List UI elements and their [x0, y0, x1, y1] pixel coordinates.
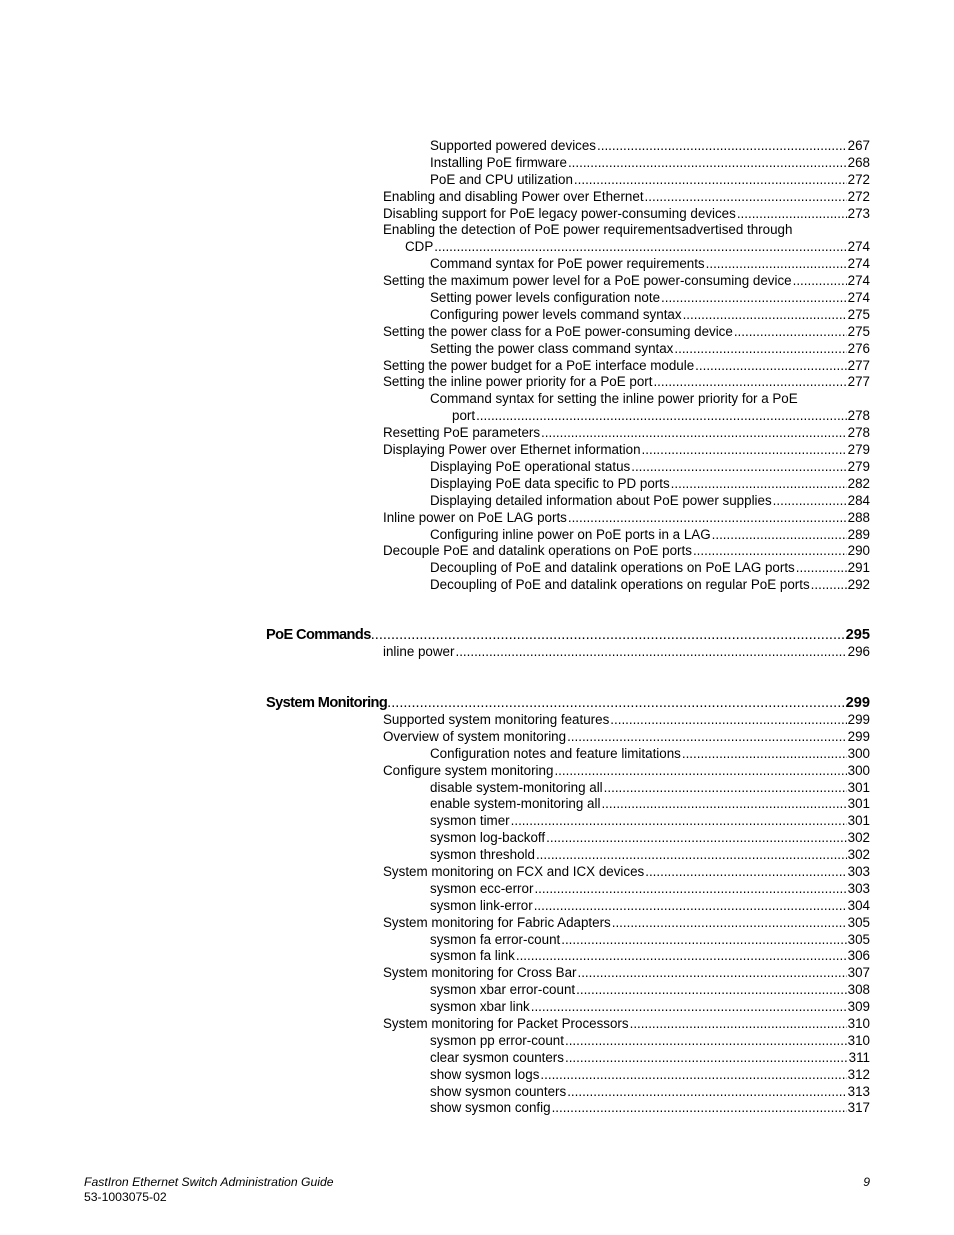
toc-entry-page: 272: [847, 188, 870, 204]
dot-leader: [387, 694, 845, 712]
dot-leader: [568, 510, 847, 527]
toc-entry-label: sysmon timer: [430, 813, 510, 829]
toc-entry[interactable]: [430, 155, 870, 172]
toc-entry-label: System monitoring for Cross Bar: [383, 965, 577, 981]
toc-entry-label: clear sysmon counters: [430, 1049, 564, 1065]
dot-leader: [645, 189, 847, 206]
dot-leader: [674, 341, 846, 358]
toc-entry[interactable]: [383, 442, 870, 459]
toc-entry[interactable]: [430, 982, 870, 999]
toc-entry[interactable]: [430, 796, 870, 813]
dot-leader: [565, 1050, 848, 1067]
toc-entry-page: 311: [848, 1049, 870, 1065]
toc-entry-label: Setting the power class command syntax: [430, 340, 674, 356]
dot-leader: [796, 560, 847, 577]
toc-entry-page: 309: [847, 999, 870, 1015]
footer-title: FastIron Ethernet Switch Administration Guide: [84, 1175, 334, 1189]
toc-entry-label: Resetting PoE parameters: [383, 425, 541, 441]
dot-leader: [511, 813, 847, 830]
toc-entry[interactable]: [430, 476, 870, 493]
toc-entry[interactable]: [430, 527, 870, 544]
toc-entry[interactable]: [430, 493, 870, 510]
toc-entry[interactable]: [430, 459, 870, 476]
toc-entry-label: sysmon xbar link: [430, 999, 530, 1015]
toc-entry-page: 278: [847, 425, 870, 441]
toc-entry[interactable]: [383, 510, 870, 527]
toc-entry-label: Enabling and disabling Power over Ethernet: [383, 188, 644, 204]
toc-entry[interactable]: [430, 307, 870, 324]
dot-leader: [516, 948, 847, 965]
chapter-page: 299: [845, 694, 870, 711]
toc-entry-page: 299: [847, 711, 870, 727]
toc-entry[interactable]: [383, 1016, 870, 1033]
toc-entry-page: 277: [847, 357, 870, 373]
toc-entry-label: sysmon link-error: [430, 897, 533, 913]
toc-entry-page: 268: [847, 154, 870, 170]
toc-entry-label: sysmon log-backoff: [430, 830, 546, 846]
toc-entry-page: 275: [847, 323, 870, 339]
toc-entry[interactable]: [430, 1050, 870, 1067]
toc-entry-page: 301: [847, 779, 870, 795]
toc-entry[interactable]: [383, 864, 870, 881]
toc-entry-label: Displaying PoE operational status: [430, 458, 631, 474]
toc-entry-label: show sysmon config: [430, 1100, 551, 1116]
toc-entry-page: 308: [847, 982, 870, 998]
toc-entry-page: 274: [847, 239, 870, 255]
toc-entry-label: Decoupling of PoE and datalink operations on PoE LAG ports: [430, 560, 795, 576]
dot-leader: [671, 476, 847, 493]
toc-entry-label: System monitoring for Fabric Adapters: [383, 914, 611, 930]
toc-entry[interactable]: [430, 948, 870, 965]
toc-entry-page: 290: [847, 543, 870, 559]
toc-entry[interactable]: [430, 999, 870, 1016]
toc-entry[interactable]: [430, 830, 870, 847]
dot-leader: [737, 206, 847, 223]
dot-leader: [597, 138, 847, 155]
dot-leader: [610, 712, 846, 729]
toc-entry-wrapped[interactable]: [383, 222, 870, 256]
toc-entry-label: Supported powered devices: [430, 137, 597, 153]
toc-entry-page: 276: [847, 340, 870, 356]
toc-entry-label: Command syntax for setting the inline power priority for a PoE: [430, 391, 798, 407]
dot-leader: [653, 374, 846, 391]
dot-leader: [601, 796, 846, 813]
toc-entry-label: Inline power on PoE LAG ports: [383, 509, 567, 525]
toc-entry-page: 274: [847, 273, 870, 289]
toc-entry-page: 305: [847, 914, 870, 930]
dot-leader: [536, 847, 847, 864]
toc-entry[interactable]: [430, 256, 870, 273]
toc-entry-page: 267: [847, 137, 870, 153]
toc-entry-label: Installing PoE firmware: [430, 154, 567, 170]
dot-leader: [434, 239, 846, 256]
toc-entry-page: 284: [847, 492, 870, 508]
toc-entry[interactable]: [430, 172, 870, 189]
dot-leader: [630, 1016, 847, 1033]
toc-entry-page: 310: [847, 1032, 870, 1048]
toc-entry[interactable]: [383, 644, 870, 661]
toc-entry-page: 278: [847, 408, 870, 424]
page-footer: [84, 1175, 870, 1205]
dot-leader: [455, 644, 846, 661]
toc-entry[interactable]: [430, 813, 870, 830]
dot-leader: [682, 746, 847, 763]
toc-entry-label: show sysmon logs: [430, 1066, 540, 1082]
toc-entry-page: 300: [847, 762, 870, 778]
toc-entry-label: inline power: [383, 644, 455, 660]
toc-entry-wrapped[interactable]: [430, 391, 870, 425]
chapter-heading-system-monitoring[interactable]: [266, 694, 870, 712]
toc-entry-label: System monitoring for Packet Processors: [383, 1015, 629, 1031]
toc-entry-page: 296: [847, 644, 870, 660]
chapter-heading-poe-commands[interactable]: [266, 626, 870, 644]
toc-entry[interactable]: [383, 206, 870, 223]
toc-entry[interactable]: [430, 746, 870, 763]
toc-entry-label: Setting the power class for a PoE power-consuming device: [383, 323, 733, 339]
toc-entry-label: Disabling support for PoE legacy power-consuming devices: [383, 205, 736, 221]
dot-leader: [568, 155, 847, 172]
toc-entry-page: 291: [847, 560, 870, 576]
toc-entry-page: 317: [847, 1100, 870, 1116]
toc-entry[interactable]: [430, 898, 870, 915]
toc-entry-page: 312: [847, 1066, 870, 1082]
toc-entry-label: sysmon xbar error-count: [430, 982, 576, 998]
toc-entry-label: Overview of system monitoring: [383, 728, 567, 744]
dot-leader: [567, 1084, 846, 1101]
dot-leader: [645, 864, 846, 881]
toc-entry[interactable]: [430, 1067, 870, 1084]
toc-entry-label: Setting the inline power priority for a PoE port: [383, 374, 653, 390]
dot-leader: [565, 1033, 847, 1050]
dot-leader: [574, 172, 847, 189]
toc-entry-label: enable system-monitoring all: [430, 796, 601, 812]
dot-leader: [552, 1100, 847, 1117]
dot-leader: [773, 493, 847, 510]
toc-entry-page: 305: [847, 931, 870, 947]
dot-leader: [604, 780, 847, 797]
toc-entry-page: 310: [847, 1015, 870, 1031]
toc-entry-page: 288: [847, 509, 870, 525]
toc-entry-label: Setting power levels configuration note: [430, 290, 661, 306]
toc-entry-page: 273: [847, 205, 870, 221]
toc-entry-label: Configure system monitoring: [383, 762, 554, 778]
toc-entry-page: 303: [847, 863, 870, 879]
toc-entry-label: sysmon pp error-count: [430, 1032, 564, 1048]
toc-entry-page: 275: [847, 306, 870, 322]
toc-entry-page: 301: [847, 813, 870, 829]
dot-leader: [631, 459, 846, 476]
toc-entry[interactable]: [430, 881, 870, 898]
dot-leader: [576, 982, 847, 999]
toc-entry[interactable]: [383, 273, 870, 290]
toc-entry[interactable]: [430, 1100, 870, 1117]
toc-entry-page: 299: [847, 728, 870, 744]
chapter-title: System Monitoring: [266, 694, 388, 711]
toc-entry[interactable]: [383, 324, 870, 341]
toc-entry-label: Configuring power levels command syntax: [430, 306, 682, 322]
dot-leader: [612, 915, 847, 932]
dot-leader: [642, 442, 847, 459]
table-of-contents: [0, 138, 954, 1117]
toc-entry-label: Decouple PoE and datalink operations on PoE ports: [383, 543, 692, 559]
toc-entry-page: 307: [847, 965, 870, 981]
toc-entry-label: PoE and CPU utilization: [430, 171, 573, 187]
toc-entry-label: Displaying Power over Ethernet information: [383, 442, 641, 458]
toc-entry[interactable]: [430, 138, 870, 155]
dot-leader: [577, 965, 846, 982]
dot-leader: [706, 256, 847, 273]
toc-entry[interactable]: [430, 1084, 870, 1101]
toc-entry-page: 302: [847, 830, 870, 846]
toc-entry[interactable]: [383, 915, 870, 932]
dot-leader: [541, 425, 847, 442]
toc-entry-page: 274: [847, 290, 870, 306]
toc-entry-label: Configuring inline power on PoE ports in a LAG: [430, 526, 711, 542]
toc-entry-label: Setting the power budget for a PoE interface module: [383, 357, 695, 373]
toc-entry-label: System monitoring on FCX and ICX devices: [383, 863, 645, 879]
toc-entry-page: 302: [847, 847, 870, 863]
toc-entry[interactable]: [430, 560, 870, 577]
dot-leader: [534, 898, 847, 915]
toc-entry-page: 272: [847, 171, 870, 187]
toc-entry[interactable]: [430, 780, 870, 797]
dot-leader: [534, 881, 846, 898]
dot-leader: [693, 543, 847, 560]
toc-entry-page: 313: [847, 1083, 870, 1099]
toc-entry-page: 306: [847, 948, 870, 964]
toc-entry[interactable]: [383, 965, 870, 982]
toc-entry-label: Enabling the detection of PoE power requirementsadvertised through: [383, 222, 793, 238]
toc-entry-label: show sysmon counters: [430, 1083, 567, 1099]
toc-entry-label: sysmon threshold: [430, 847, 535, 863]
dot-leader: [531, 999, 847, 1016]
toc-entry-page: 292: [847, 577, 870, 593]
dot-leader: [546, 830, 847, 847]
toc-entry[interactable]: [430, 847, 870, 864]
dot-leader: [554, 763, 846, 780]
toc-entry-label: sysmon fa error-count: [430, 931, 561, 947]
toc-entry-label: Displaying PoE data specific to PD ports: [430, 475, 670, 491]
dot-leader: [695, 358, 847, 375]
dot-leader: [811, 577, 847, 594]
toc-entry-label: Decoupling of PoE and datalink operations on regular PoE ports: [430, 577, 810, 593]
toc-entry-label: sysmon fa link: [430, 948, 515, 964]
toc-entry-page: 289: [847, 526, 870, 542]
toc-entry[interactable]: [383, 729, 870, 746]
toc-entry[interactable]: [430, 341, 870, 358]
toc-entry[interactable]: [430, 290, 870, 307]
toc-entry[interactable]: [383, 712, 870, 729]
toc-entry[interactable]: [430, 577, 870, 594]
toc-entry-label: disable system-monitoring all: [430, 779, 603, 795]
toc-entry-label: Setting the maximum power level for a PoE power-consuming device: [383, 273, 792, 289]
chapter-page: 295: [845, 627, 870, 644]
dot-leader: [683, 307, 847, 324]
toc-entry-page: 282: [847, 475, 870, 491]
toc-entry[interactable]: [430, 932, 870, 949]
toc-entry-page: 274: [847, 256, 870, 272]
dot-leader: [371, 626, 846, 644]
toc-entry-page: 304: [847, 897, 870, 913]
toc-entry[interactable]: [383, 763, 870, 780]
dot-leader: [561, 932, 846, 949]
toc-entry[interactable]: [430, 1033, 870, 1050]
toc-entry[interactable]: [383, 358, 870, 375]
page-number: 9: [863, 1175, 870, 1189]
dot-leader: [712, 527, 847, 544]
dot-leader: [540, 1067, 846, 1084]
toc-entry-page: 303: [847, 880, 870, 896]
toc-entry[interactable]: [383, 189, 870, 206]
toc-entry-page: 279: [847, 458, 870, 474]
toc-entry-label: Supported system monitoring features: [383, 711, 610, 727]
doc-number: 53-1003075-02: [84, 1190, 167, 1204]
toc-entry-label: Displaying detailed information about PoE power supplies: [430, 492, 772, 508]
toc-entry-label-cont: CDP: [405, 239, 434, 255]
dot-leader: [661, 290, 847, 307]
toc-entry[interactable]: [383, 425, 870, 442]
toc-entry[interactable]: [383, 374, 870, 391]
chapter-title: PoE Commands: [266, 627, 371, 644]
toc-entry-page: 279: [847, 442, 870, 458]
toc-entry-label: Configuration notes and feature limitations: [430, 745, 681, 761]
dot-leader: [734, 324, 847, 341]
toc-entry-label: Command syntax for PoE power requirements: [430, 256, 705, 272]
dot-leader: [793, 273, 847, 290]
dot-leader: [567, 729, 847, 746]
dot-leader: [476, 408, 847, 425]
toc-entry[interactable]: [383, 543, 870, 560]
toc-entry-label-cont: port: [452, 408, 476, 424]
toc-entry-page: 277: [847, 374, 870, 390]
toc-entry-label: sysmon ecc-error: [430, 880, 534, 896]
toc-entry-page: 301: [847, 796, 870, 812]
toc-entry-page: 300: [847, 745, 870, 761]
